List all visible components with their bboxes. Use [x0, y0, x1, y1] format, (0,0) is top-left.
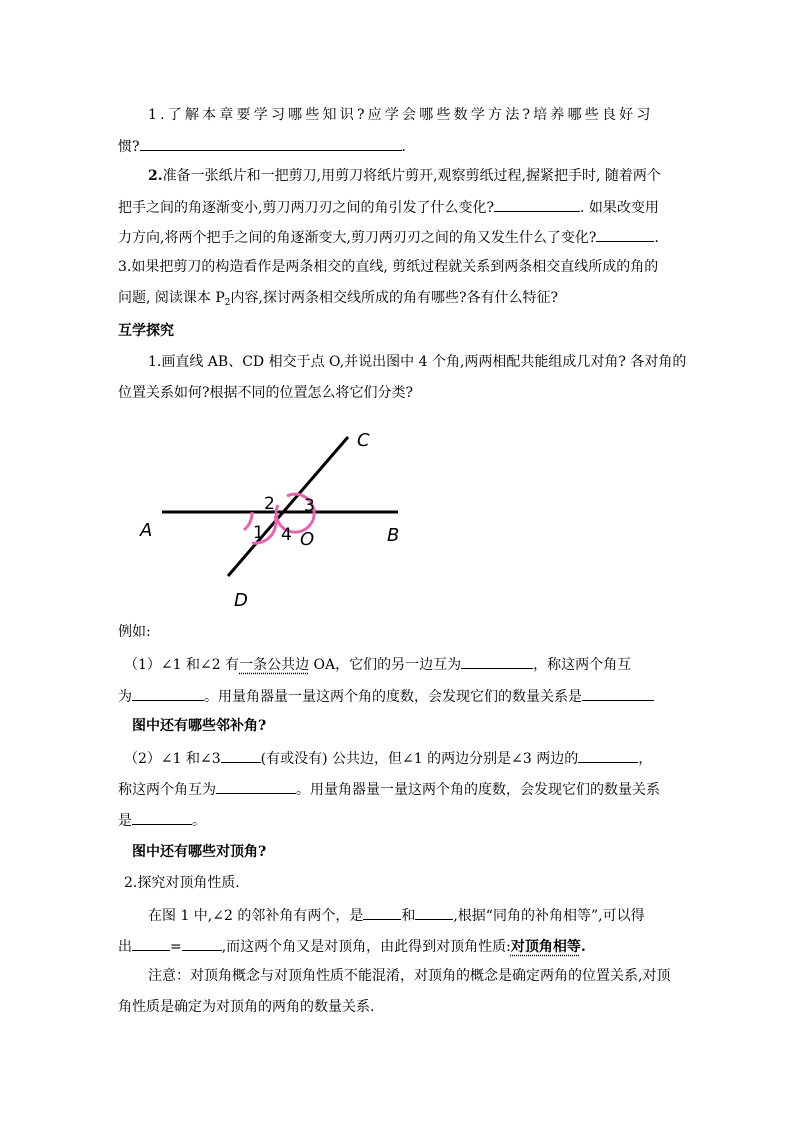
s2-property-text: 对顶角相等 — [510, 939, 581, 955]
q3-page-sub: 2 — [224, 298, 231, 308]
s2-text-1b: 和 — [401, 908, 416, 924]
p2-text-3b: 。 — [192, 813, 206, 829]
s2-text-2b: = — [170, 939, 182, 955]
label-a: A — [140, 520, 153, 541]
s2-line-1 — [148, 905, 645, 925]
p1-text-2a: 为 — [118, 689, 132, 705]
p2-line-2 — [118, 779, 660, 799]
s2-blank-3[interactable] — [132, 936, 170, 951]
p1-text-2b: 。用量角器量一量这两个角的度数，会发现它们的数量关系是 — [204, 689, 582, 705]
p1-text-b: OA，它们的另一边互为 — [309, 657, 462, 673]
p2-line-1 — [124, 748, 652, 768]
q2-text-3a: 力方向,将两个把手之间的角逐渐变大,剪刀两刃刃之间的角又发生什么了变化? — [118, 230, 597, 246]
e1-line-2: 位置关系如何?根据不同的位置怎么将它们分类? — [118, 385, 414, 401]
p1-blank-1[interactable] — [461, 654, 533, 669]
section-title: 互学探究 — [118, 323, 174, 339]
label-b: B — [387, 525, 400, 546]
p2-text-3a: 是 — [118, 813, 132, 829]
q-vertical: 图中还有哪些对顶角? — [132, 844, 267, 860]
p2-blank-3[interactable] — [216, 779, 296, 794]
label-d: D — [234, 590, 248, 611]
p1-blank-2[interactable] — [132, 686, 204, 701]
angle-1-arc-outer — [244, 512, 252, 530]
p1-text-a: （1）∠1 和∠2 有 — [124, 657, 240, 673]
q1-end: . — [401, 139, 406, 155]
e1-line-1: 1.画直线 AB、CD 相交于点 O,并说出图中 4 个角,两两相配共能组成几对角? 各对角的 — [148, 354, 687, 370]
s2-text-1a: 在图 1 中,∠2 的邻补角有两个，是 — [148, 908, 364, 924]
p2-line-3 — [118, 810, 206, 830]
s2-line-2 — [118, 936, 586, 956]
p2-text-2a: 称这两个角互为 — [118, 782, 216, 798]
p2-text-c: ， — [638, 751, 653, 767]
q2-text-1: 准备一张纸片和一把剪刀,用剪刀将纸片剪开,观察剪纸过程,握紧把手时, 随着两个 — [162, 168, 661, 184]
s2-text-2c: ,而这两个角又是对顶角，由此得到对顶角性质: — [221, 939, 511, 955]
p1-line-1 — [124, 654, 631, 674]
label-o: O — [300, 529, 315, 550]
note-line-1: 注意：对顶角概念与对顶角性质不能混淆，对顶角的概念是确定两角的位置关系,对顶 — [148, 968, 671, 984]
s2-blank-2[interactable] — [415, 905, 453, 920]
p2-blank-4[interactable] — [132, 810, 192, 825]
p1-blank-3[interactable] — [582, 686, 654, 701]
q2-text-2a: 把手之间的角逐渐变小,剪刀两刀刃之间的角引发了什么变化? — [118, 200, 494, 216]
angle-label-2: 2 — [264, 494, 275, 514]
p2-text-a: （2）∠1 和∠3 — [124, 751, 221, 767]
example-label: 例如: — [118, 624, 151, 640]
s2-text-1c: ,根据“同角的补角相等”,可以得 — [453, 908, 645, 924]
q2-text-3b: . — [654, 230, 659, 246]
p2-blank-2[interactable] — [578, 748, 638, 763]
label-c: C — [357, 430, 370, 451]
q3-line-1: 3.如果把剪刀的构造看作是两条相交的直线, 剪纸过程就关系到两条相交直线所成的角的 — [118, 259, 659, 275]
q2-num: 2. — [148, 168, 163, 184]
s2-blank-4[interactable] — [182, 936, 222, 951]
note-line-2: 角性质是确定为对顶角的两角的数量关系. — [118, 999, 375, 1015]
p2-text-2b: 。用量角器量一量这两个角的度数，会发现它们的数量关系 — [296, 782, 660, 798]
line-cd — [228, 437, 348, 576]
q-adjacent: 图中还有哪些邻补角? — [132, 718, 267, 734]
q1-cont: 惯? — [118, 139, 140, 155]
angle-label-3: 3 — [304, 496, 315, 516]
p1-dotted-text: 一条公共边 — [239, 657, 310, 673]
p1-line-2 — [118, 686, 654, 706]
q2-text-2b: . 如果改变用 — [579, 200, 659, 216]
p2-blank-1[interactable] — [221, 748, 261, 763]
q1-text: 1.了解本章要学习哪些知识?应学会哪些数学方法?培养哪些良好习 — [148, 107, 654, 123]
q3-text-2b: 内容,探讨两条相交线所成的角有哪些?各有什么特征? — [230, 290, 558, 306]
angle-label-4: 4 — [281, 525, 292, 545]
s2-blank-1[interactable] — [363, 905, 401, 920]
p1-text-c: ，称这两个角互 — [533, 657, 632, 673]
p2-text-b: (有或没有) 公共边，但∠1 的两边分别是∠3 两边的 — [260, 751, 579, 767]
s2-title: 2.探究对顶角性质. — [124, 875, 240, 891]
angle-label-1: 1 — [253, 523, 264, 543]
q3-text-2a: 问题, 阅读课本 P — [118, 290, 225, 306]
s2-text-2e: . — [580, 939, 586, 955]
s2-text-2a: 出 — [118, 939, 132, 955]
